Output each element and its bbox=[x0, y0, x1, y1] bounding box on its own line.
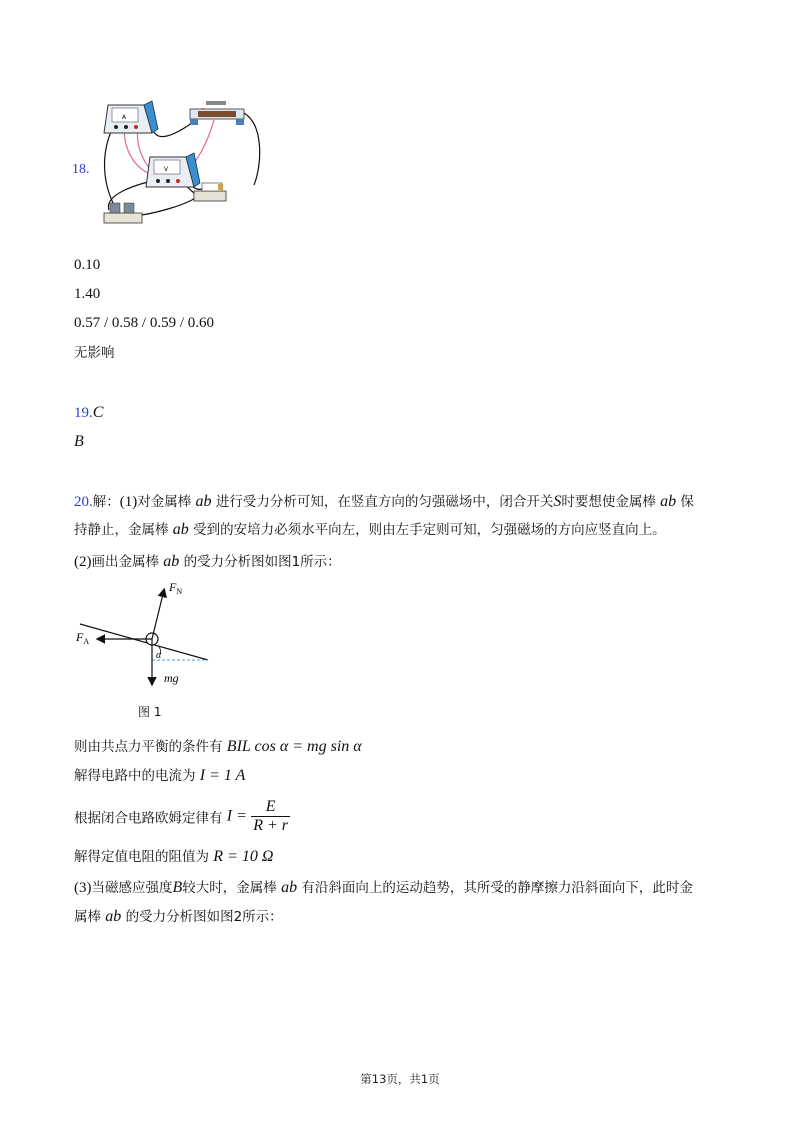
q20-number: 20. bbox=[74, 494, 93, 510]
q20-ab-1: ab bbox=[195, 493, 212, 510]
q19-number: 19. bbox=[74, 405, 93, 421]
q20-S: S bbox=[553, 493, 562, 510]
q18-answer-4: 无影响 bbox=[74, 345, 115, 361]
eq4-line bbox=[74, 847, 273, 867]
q20-p3-a: 当磁感应强度 bbox=[91, 880, 173, 896]
force-diagram-fig1 bbox=[66, 578, 226, 718]
q19-answer-1: C bbox=[92, 404, 104, 421]
label-mg: mg bbox=[164, 671, 179, 685]
label-FN: $F_N$ bbox=[169, 580, 183, 596]
eq1-line bbox=[74, 737, 362, 757]
q20-p1-d: 保 bbox=[676, 494, 694, 510]
q20-line-3 bbox=[74, 552, 341, 572]
q20-p2-a: 画出金属棒 bbox=[91, 554, 164, 570]
label-FA: $F_A$ bbox=[76, 630, 90, 646]
q19-line bbox=[74, 403, 103, 423]
q20-p2-b: 的受力分析图如图1所示： bbox=[179, 554, 341, 570]
q20-p1-b: 进行受力分析可知，在竖直方向的匀强磁场中，闭合开关 bbox=[211, 494, 554, 510]
battery bbox=[194, 183, 226, 201]
q20-ab-6: ab bbox=[105, 908, 122, 925]
q18-answer-2: 1.40 bbox=[74, 286, 101, 302]
q20-B: B bbox=[172, 879, 183, 896]
q18-number: 18. bbox=[72, 162, 90, 177]
eq3-denominator: R + r bbox=[253, 817, 289, 834]
q20-p1-line2-b: 受到的安培力必须水平向左，则由左手定则可知，匀强磁场的方向应竖直向上。 bbox=[188, 522, 666, 538]
q20-part-2: (2) bbox=[74, 554, 92, 570]
q20-p3-line2-b: 的受力分析图如图2所示： bbox=[121, 909, 283, 925]
eq3-line bbox=[74, 798, 290, 835]
circuit-diagram bbox=[94, 95, 266, 235]
q20-part-3: (3) bbox=[74, 880, 92, 896]
q20-ab-4: ab bbox=[163, 553, 180, 570]
ammeter bbox=[104, 101, 158, 133]
eq4-text: 解得定值电阻的阻值为 bbox=[74, 849, 214, 865]
eq3-text: 根据闭合电路欧姆定律有 bbox=[74, 810, 227, 827]
eq2-text: 解得电路中的电流为 bbox=[74, 768, 200, 784]
eq4-formula: R = 10 Ω bbox=[213, 848, 274, 865]
q20-line-1 bbox=[74, 492, 694, 512]
q20-p1-line2-a: 持静止，金属棒 bbox=[74, 522, 173, 538]
voltmeter bbox=[146, 153, 200, 187]
q20-prefix: 解： bbox=[92, 494, 120, 510]
switch bbox=[104, 203, 142, 223]
q18-answer-3: 0.57 / 0.58 / 0.59 / 0.60 bbox=[74, 315, 215, 331]
q20-ab-2: ab bbox=[660, 493, 677, 510]
q20-p3-line2-a: 属棒 bbox=[74, 909, 106, 925]
eq2-line bbox=[74, 766, 245, 786]
fig1-caption: 图 1 bbox=[138, 705, 162, 719]
q20-line-2 bbox=[74, 520, 666, 540]
page-footer: 第13页，共1页 bbox=[360, 1072, 440, 1086]
q20-ab-5: ab bbox=[281, 879, 298, 896]
label-alpha: α bbox=[156, 650, 162, 661]
voltmeter-label: V bbox=[164, 166, 169, 173]
eq2-formula: I = 1 A bbox=[199, 767, 246, 784]
q20-line-p3-2 bbox=[74, 907, 283, 927]
q20-ab-3: ab bbox=[172, 521, 189, 538]
eq3-lhs: I = bbox=[226, 807, 247, 825]
q19-answer-2: B bbox=[74, 433, 84, 450]
ammeter-label: A bbox=[122, 114, 127, 121]
rheostat bbox=[190, 101, 244, 125]
q20-line-p3-1 bbox=[74, 878, 693, 898]
q18-answer-1: 0.10 bbox=[74, 257, 101, 273]
incline-line bbox=[80, 624, 208, 660]
q20-part-1: (1) bbox=[119, 494, 138, 510]
q20-p3-c: 有沿斜面向上的运动趋势，其所受的静摩擦力沿斜面向下，此时金 bbox=[297, 880, 693, 896]
eq1-text: 则由共点力平衡的条件有 bbox=[74, 739, 227, 755]
eq3-fraction bbox=[251, 798, 290, 835]
q20-p3-b: 较大时，金属棒 bbox=[182, 880, 282, 896]
normal-force-arrow bbox=[152, 590, 164, 639]
q20-p1-a: 对金属棒 bbox=[137, 494, 196, 510]
eq3-numerator: E bbox=[251, 798, 290, 817]
eq1-formula: BIL cos α = mg sin α bbox=[226, 738, 362, 755]
q20-p1-c: 时要想使金属棒 bbox=[561, 494, 661, 510]
